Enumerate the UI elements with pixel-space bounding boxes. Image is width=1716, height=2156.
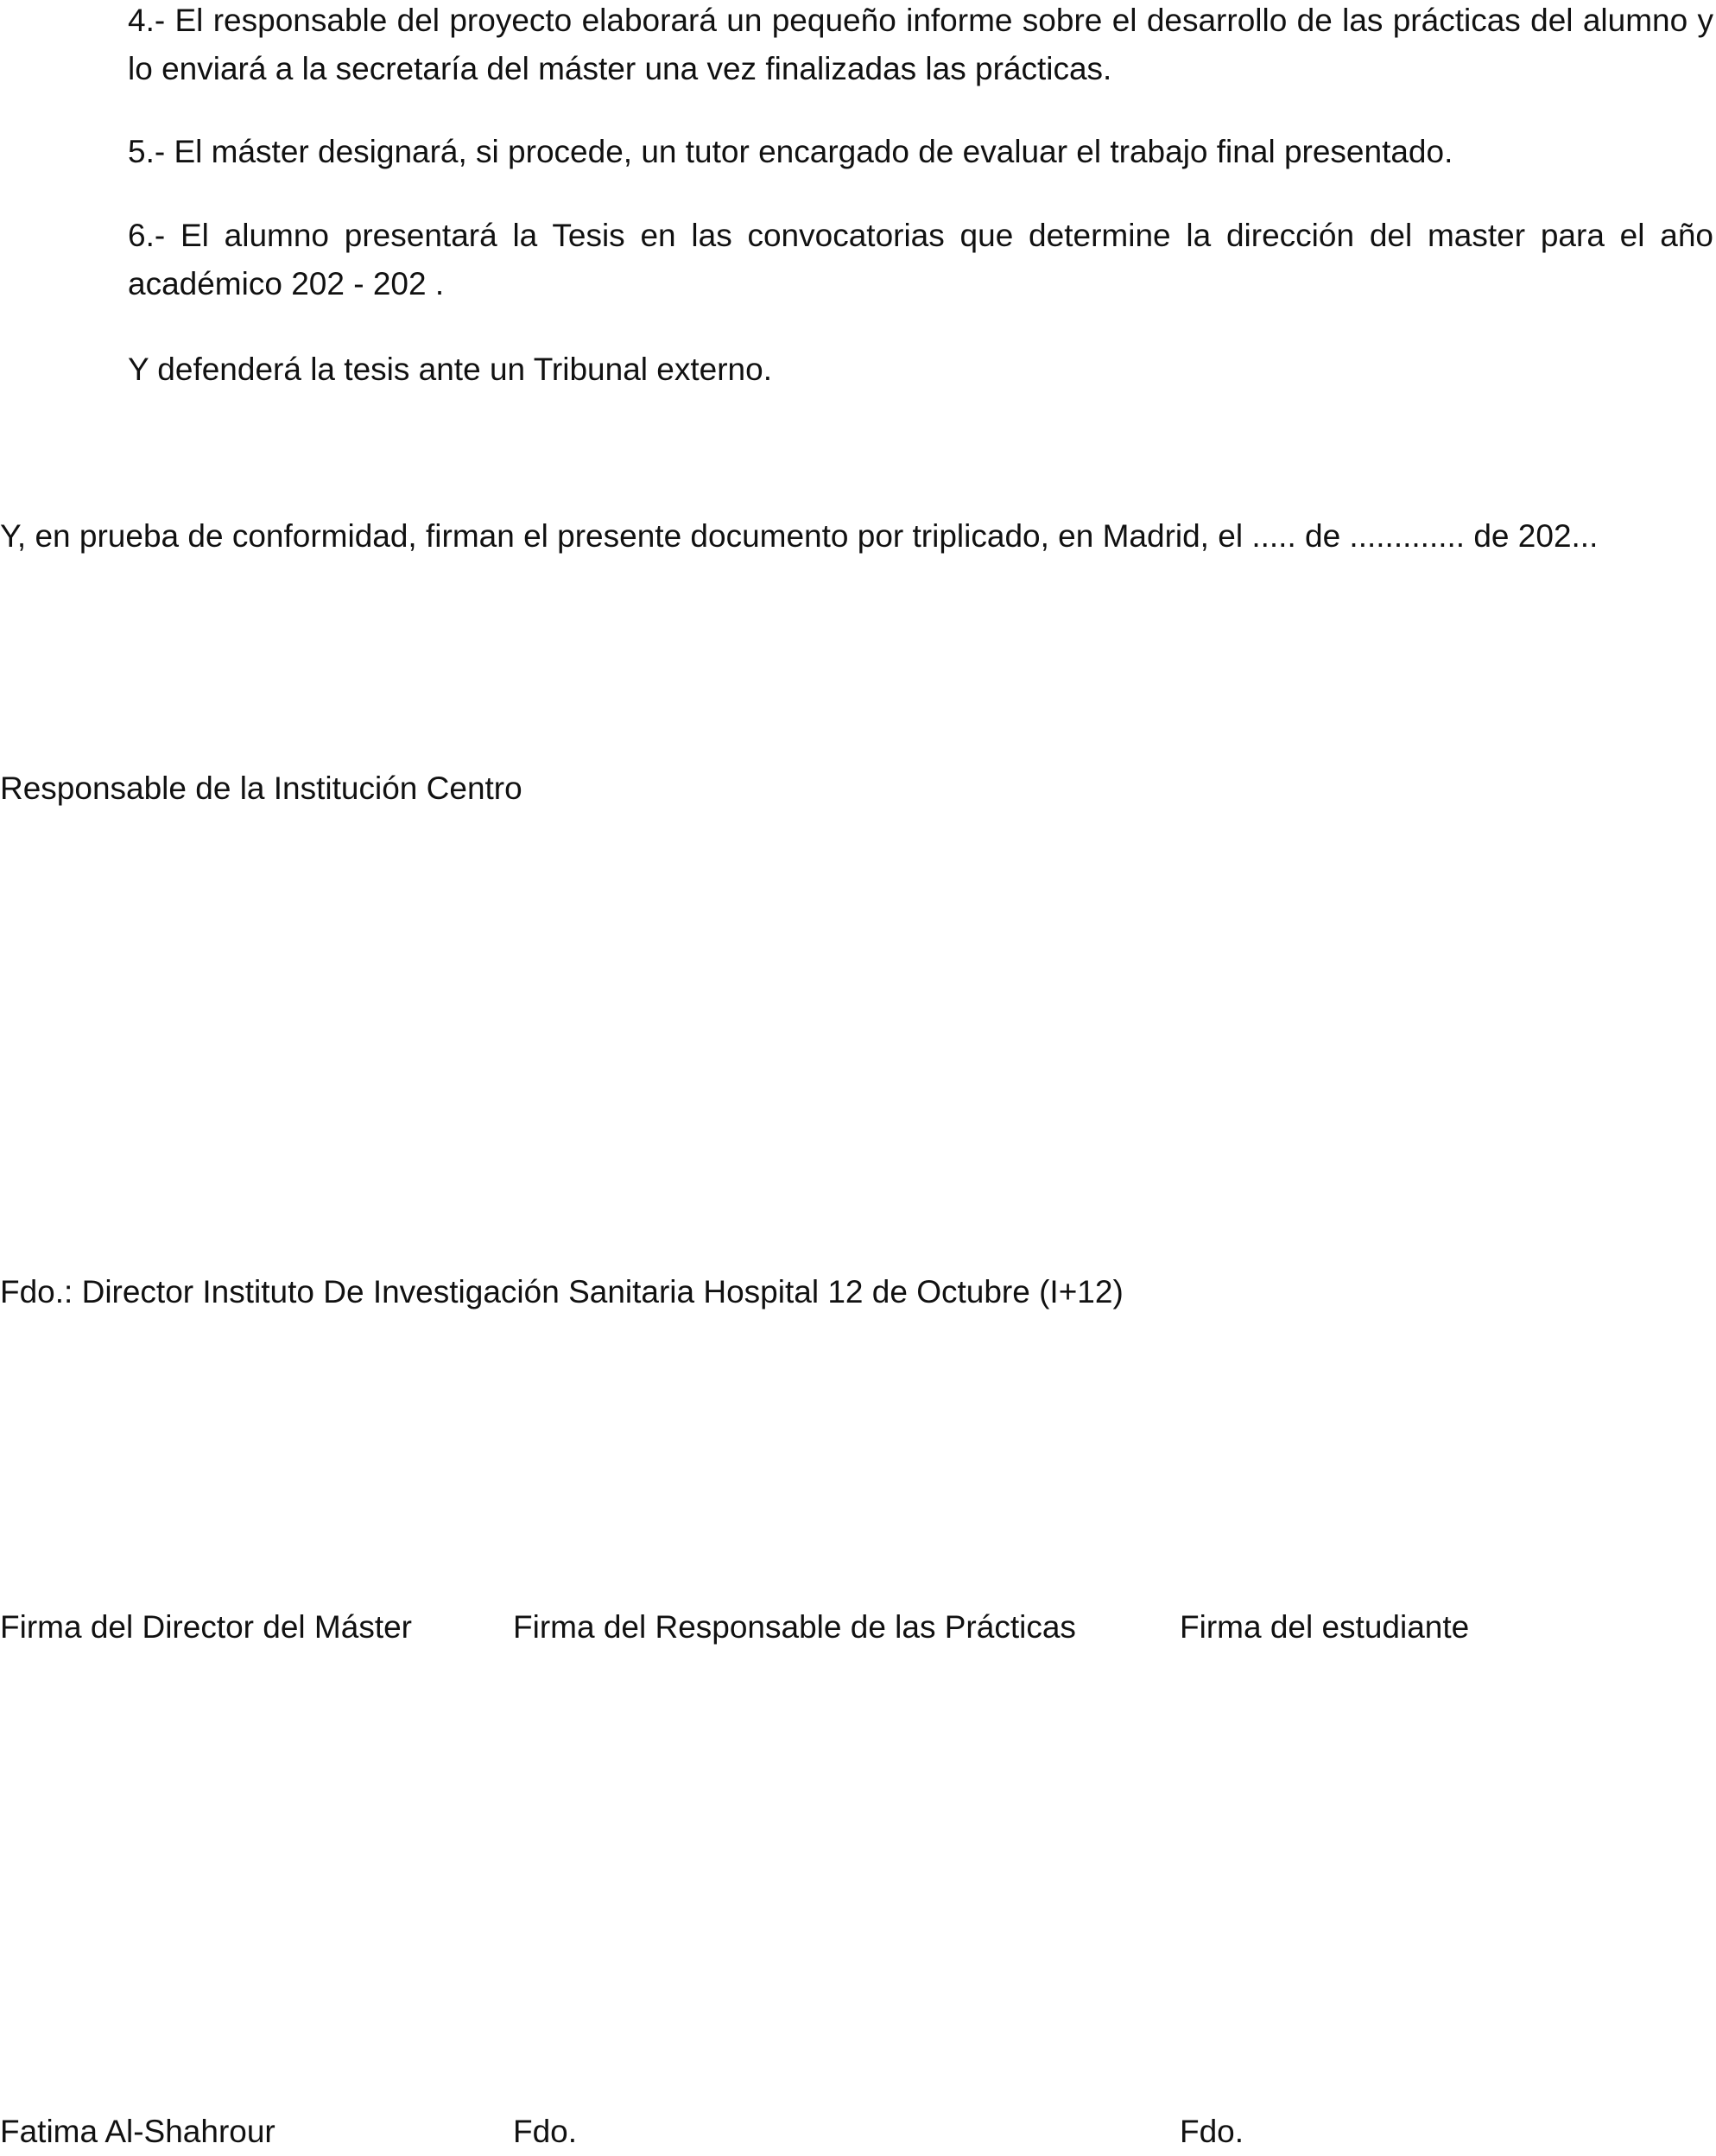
clause-4: 4.- El responsable del proyecto elaborará un pequeño informe sobre el desarrollo de las prácticas del alumno y lo enviará a la secretaría del máster una vez finalizadas las prácticas.	[128, 3, 1713, 86]
clause-5: 5.- El máster designará, si procede, un tutor encargado de evaluar el trabajo final presentado.	[128, 134, 1453, 169]
clause-6-tribunal: Y defenderá la tesis ante un Tribunal externo.	[128, 352, 772, 387]
clause-6: 6.- El alumno presentará la Tesis en las convocatorias que determine la dirección del master para el año académico 202 - 202 .	[128, 218, 1713, 301]
signature-label-responsable: Firma del Responsable de las Prácticas	[513, 1609, 1076, 1645]
conformity-statement: Y, en prueba de conformidad, firman el presente documento por triplicado, en Madrid, el ..... de ............. de 202...	[0, 518, 1599, 554]
signer-name-responsable: Fdo.	[513, 2114, 578, 2149]
signer-name-director: Fatima Al-Shahrour	[0, 2114, 275, 2149]
signer-name-estudiante: Fdo.	[1180, 2114, 1244, 2149]
signature-label-estudiante: Firma del estudiante	[1180, 1609, 1470, 1645]
institution-signer-heading: Responsable de la Institución Centro	[0, 770, 522, 806]
signature-label-director: Firma del Director del Máster	[0, 1609, 413, 1645]
institution-signer-fdo: Fdo.: Director Instituto De Investigación Sanitaria Hospital 12 de Octubre (I+12)	[0, 1274, 1124, 1309]
